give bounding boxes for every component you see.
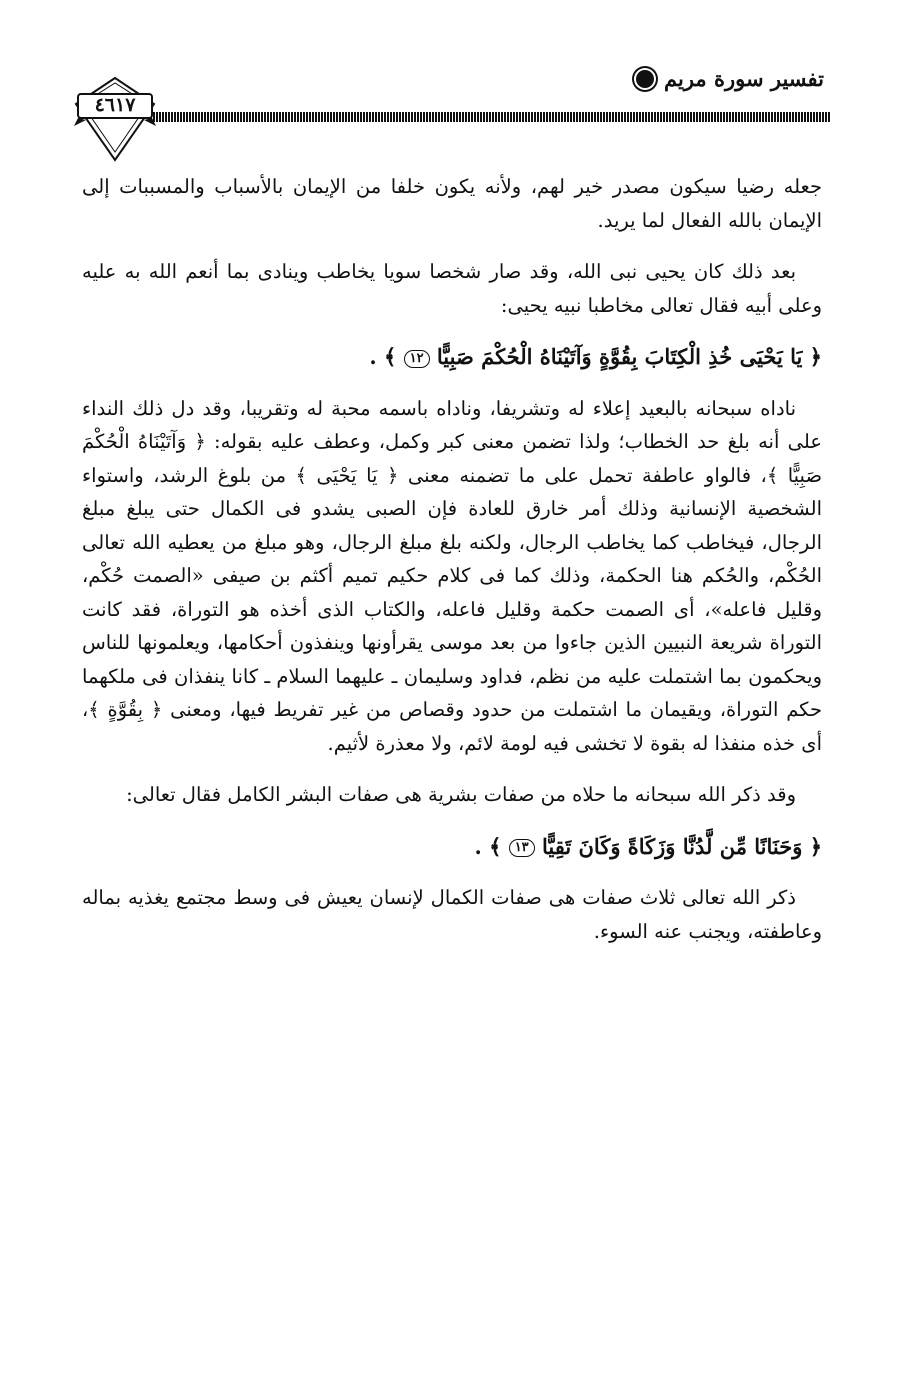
verse-number: ١٣	[509, 839, 535, 857]
header-divider	[150, 112, 830, 122]
verse-number: ١٢	[404, 350, 430, 368]
paragraph: وقد ذكر الله سبحانه ما حلاه من صفات بشرية هى صفات البشر الكامل فقال تعالى:	[126, 783, 796, 806]
header-title: تفسير سورة مريم	[664, 66, 824, 91]
paragraph: بعد ذلك كان يحيى نبى الله، وقد صار شخصا سويا يخاطب وينادى بما أنعم الله به عليه وعلى أبيه فقال تعالى مخاطبا نبيه يحيى:	[82, 260, 822, 317]
verse-text: ﴿ يَا يَحْيَى خُذِ الْكِتَابَ بِقُوَّةٍ وَآتَيْنَاهُ الْحُكْمَ صَبِيًّا	[436, 344, 822, 369]
page-number-ornament-icon	[72, 74, 158, 164]
running-header	[636, 66, 824, 91]
paragraph: ذكر الله تعالى ثلاث صفات هى صفات الكمال لإنسان يعيش فى وسط مجتمع يغذيه بماله وعاطفته، ويجنب عنه السوء.	[82, 886, 822, 943]
paragraph: ناداه سبحانه بالبعيد إعلاء له وتشريفا، وناداه باسمه محبة له وتقريبا، وقد دل ذلك النداء على أنه بلغ حد الخطاب؛ ولذا تضمن معنى كبر وكمل، وعطف عليه بقوله: ﴿ وَآتَيْنَاهُ الْحُكْمَ صَبِيًّا ﴾، فالواو عاطفة تحمل على ما تضمنه معنى ﴿ يَا يَحْيَى ﴾ من بلوغ الرشد، واستواء الشخصية الإنسانية وذلك أمر خارق للعادة فإن الصبى يشدو فى الكمال حتى يبلغ مبلغ الرجال، فيخاطب كما يخاطب الرجال، ولكنه بلغ مبلغ الرجال، وهو مبلغ من يعطيه الله تعالى الحُكْم، والحُكم هنا الحكمة، وذلك كما فى كلام حكيم تميم أكثم بن صيفى «الصمت حُكْم، وقليل فاعله»، أى الصمت حكمة وقليل فاعله، والكتاب الذى أخذه هو التوراة، فقد كانت التوراة شريعة النبيين الذين جاءوا من بعد موسى يقرأونها وينفذون أحكامها، ويعلمونها للناس ويحكمون بما اشتملت عليه من نظم، فداود وسليمان ـ عليهما السلام ـ كانا ينفذان فى ملكهما حكم التوراة، ويقيمان ما اشتملت من حدود وقصاص من غير تفريط فيها، ومعنى ﴿ بِقُوَّةٍ ﴾، أى خذه منفذا له بقوة لا تخشى فيه لومة لائم، ولا معذرة لأثيم.	[82, 396, 822, 755]
verse-text: ﴿ وَحَنَانًا مِّن لَّدُنَّا وَزَكَاةً وَكَانَ تَقِيًّا	[541, 833, 822, 859]
paragraph: جعله رضيا سيكون مصدر خير لهم، ولأنه يكون خلفا من الإيمان بالأسباب والمسببات إلى الإيمان بالله الفعال لما يريد.	[82, 175, 822, 232]
quran-verse	[82, 830, 822, 864]
verse-closing: ﴾ .	[474, 833, 502, 859]
verse-closing: ﴾ .	[369, 344, 397, 369]
header-ornament-icon	[636, 70, 654, 88]
page-number: ٤٦١٧	[94, 94, 136, 116]
page-body	[82, 170, 822, 966]
quran-verse	[82, 340, 822, 374]
